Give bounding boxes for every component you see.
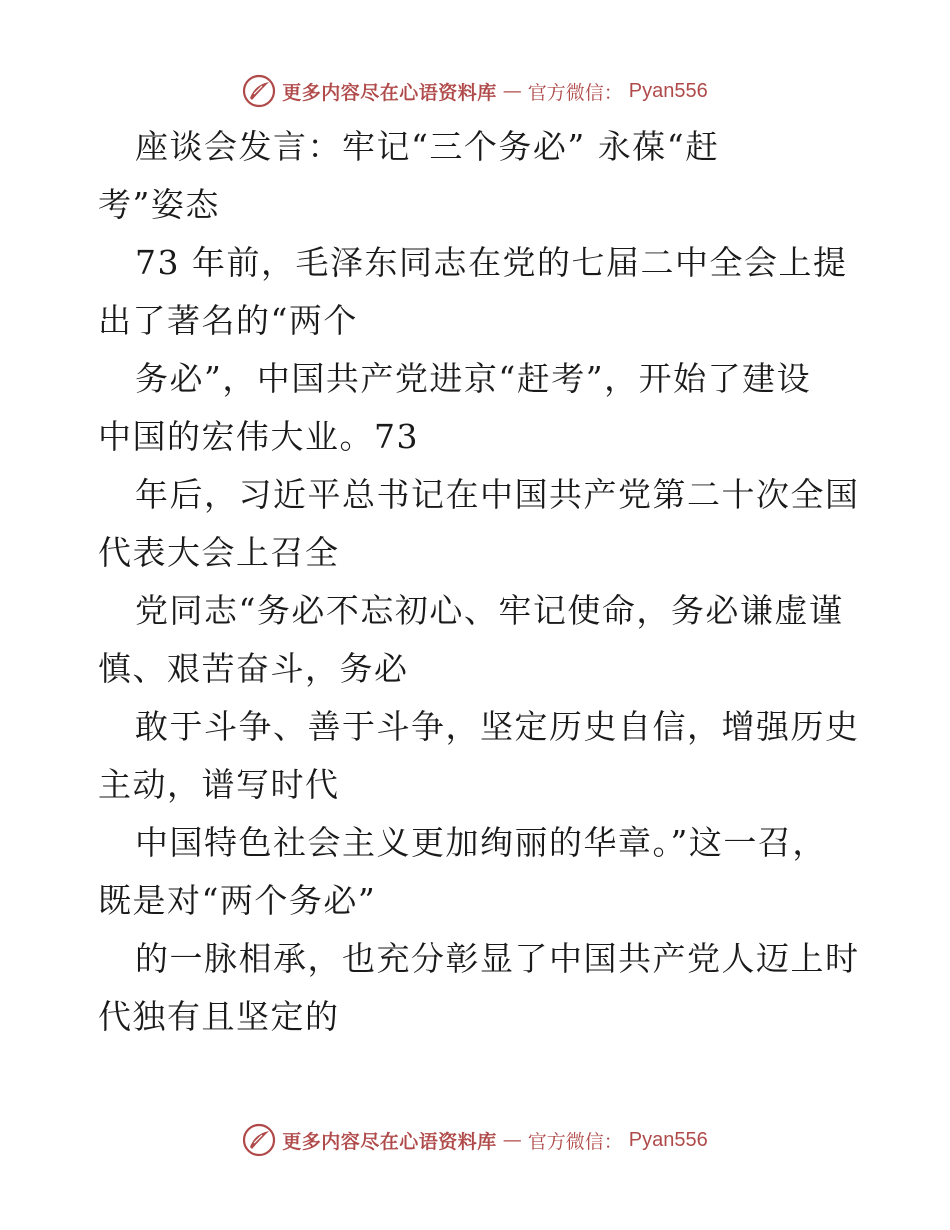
body-line: 慎、艰苦奋斗，务必: [98, 649, 409, 688]
body-line: 的一脉相承，也充分彰显了中国共产党人迈上时: [135, 939, 860, 978]
wechat-id: Pyan556: [628, 1128, 708, 1151]
wechat-label: 官方微信：: [527, 1130, 623, 1153]
brand-logo-icon: [242, 1123, 276, 1157]
title-line-1: 座谈会发言：牢记“三个务必” 永葆“赶: [135, 127, 720, 166]
body-line: 年后，习近平总书记在中国共产党第二十次全国: [135, 475, 860, 514]
wechat-label: 官方微信：: [527, 81, 623, 104]
brand-logo-icon: [242, 74, 276, 108]
body-line: 主动，谱写时代: [98, 765, 340, 804]
body-line: 党同志“务必不忘初心、牢记使命，务必谦虚谨: [135, 591, 844, 630]
brand-banner: [242, 74, 708, 108]
body-line: 73 年前，毛泽东同志在党的七届二中全会上提: [135, 243, 848, 282]
body-line: 代独有且坚定的: [98, 997, 340, 1036]
body-line: 敢于斗争、善于斗争，坚定历史自信，增强历史: [135, 707, 860, 746]
body-line: 务必”，中国共产党进京“赶考”，开始了建设: [135, 359, 812, 398]
brand-banner: [242, 1123, 708, 1157]
body-line: 中国特色社会主义更加绚丽的华章。”这一召，: [135, 823, 827, 862]
wechat-id: Pyan556: [628, 79, 708, 102]
document-body: [98, 118, 858, 1046]
title-line-2: 考”姿态: [98, 185, 220, 224]
brand-separator: —: [502, 1129, 522, 1151]
body-line: 中国的宏伟大业。73: [98, 417, 419, 456]
body-line: 代表大会上召全: [98, 533, 340, 572]
page-footer-watermark: [0, 1120, 950, 1160]
page-header-watermark: [0, 71, 950, 111]
brand-separator: —: [502, 80, 522, 102]
body-line: 出了著名的“两个: [98, 301, 358, 340]
brand-text: 更多内容尽在心语资料库: [282, 81, 497, 104]
brand-text: 更多内容尽在心语资料库: [282, 1130, 497, 1153]
body-line: 既是对“两个务必”: [98, 881, 377, 920]
